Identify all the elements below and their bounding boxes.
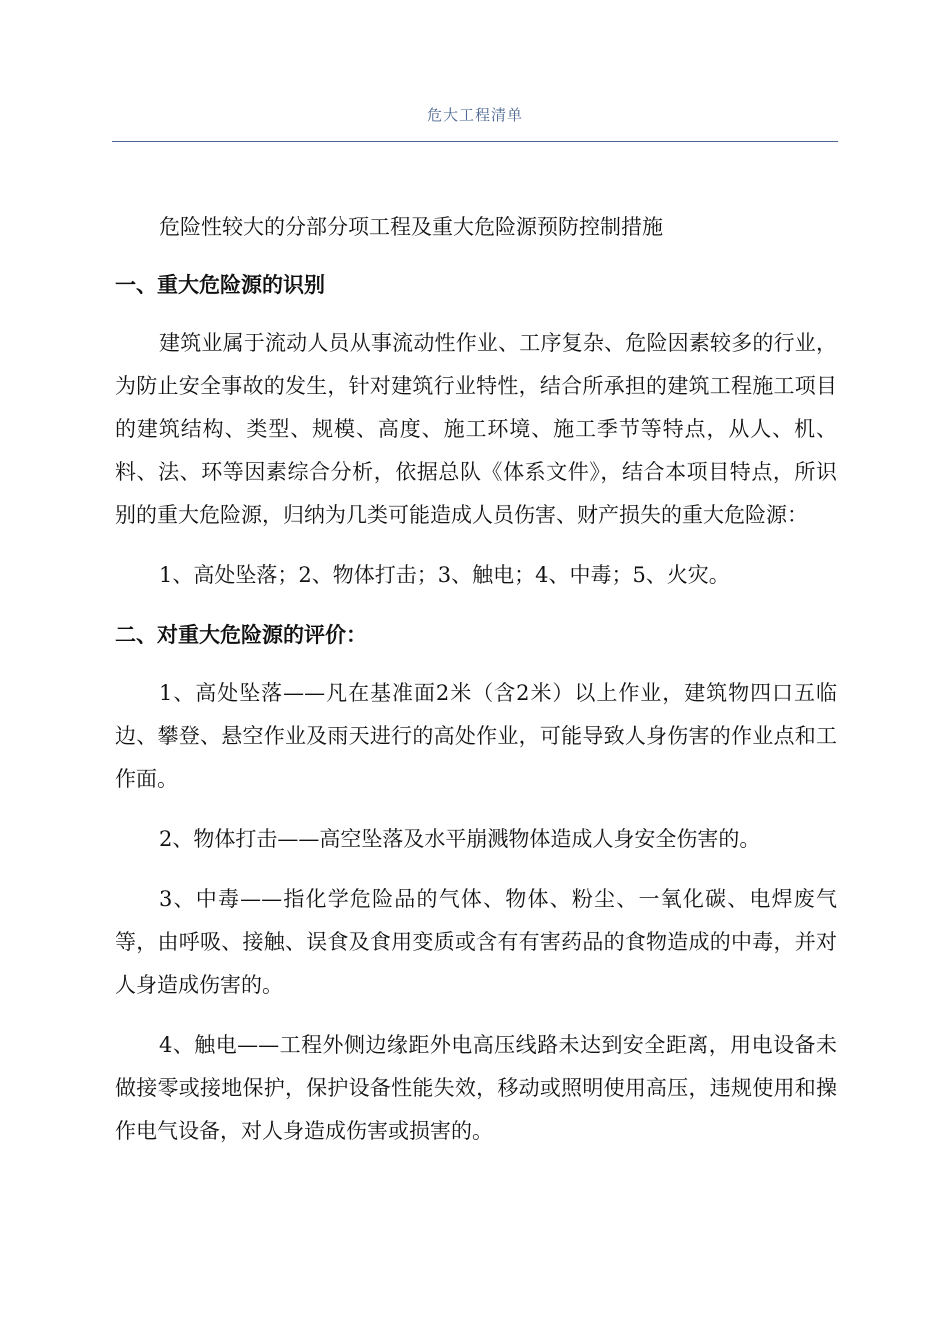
hazard-item-electric-shock: 4、触电——工程外侧边缘距外电高压线路未达到安全距离，用电设备未做接零或接地保护，保护设备性能失效，移动或照明使用高压，违规使用和操作电气设备，对人身造成伤害或损害的。	[115, 1033, 837, 1143]
section-1-heading: 一、重大危险源的识别	[115, 273, 325, 297]
header-divider	[112, 141, 838, 142]
hazard-list: 1、高处坠落；2、物体打击；3、触电；4、中毒；5、火灾。	[159, 563, 730, 587]
hazard-item-poisoning: 3、中毒——指化学危险品的气体、物体、粉尘、一氧化碳、电焊废气等，由呼吸、接触、误食及食用变质或含有有害药品的食物造成的中毒，并对人身造成伤害的。	[115, 887, 837, 997]
section-1-paragraph: 建筑业属于流动人员从事流动性作业、工序复杂、危险因素较多的行业，为防止安全事故的发生，针对建筑行业特性，结合所承担的建筑工程施工项目的建筑结构、类型、规模、高度、施工环境、施工季节等特点，从人、机、料、法、环等因素综合分析，依据总队《体系文件》，结合本项目特点，所识别的重大危险源，归纳为几类可能造成人员伤害、财产损失的重大危险源：	[115, 331, 837, 527]
document-title: 危险性较大的分部分项工程及重大危险源预防控制措施	[159, 215, 663, 239]
hazard-item-falling: 1、高处坠落——凡在基准面2米（含2米）以上作业，建筑物四口五临边、攀登、悬空作业及雨天进行的高处作业，可能导致人身伤害的作业点和工作面。	[115, 681, 837, 791]
document-body	[115, 206, 837, 1153]
page-header-title: 危大工程清单	[426, 106, 523, 124]
hazard-item-object-strike: 2、物体打击——高空坠落及水平崩溅物体造成人身安全伤害的。	[159, 827, 761, 851]
section-2-heading: 二、对重大危险源的评价：	[115, 623, 367, 647]
